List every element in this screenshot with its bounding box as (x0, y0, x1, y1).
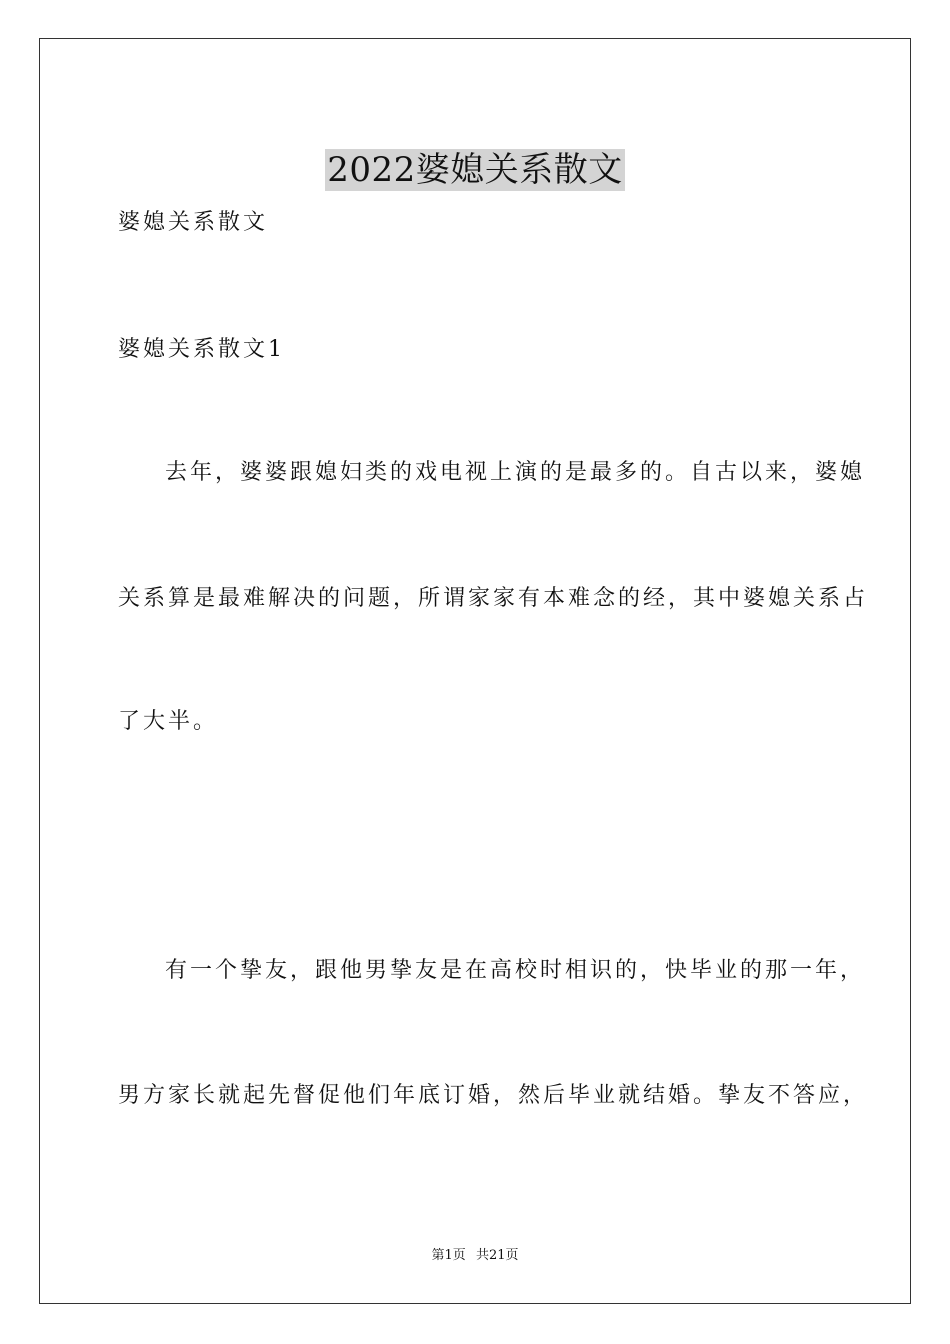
paragraph-2-line-2: 男方家长就起先督促他们年底订婚，然后毕业就结婚。挚友不答应， (118, 1083, 869, 1108)
paragraph-2-line-1: 有一个挚友，跟他男挚友是在高校时相识的，快毕业的那一年， (165, 958, 866, 983)
paragraph-1-line-1: 去年，婆婆跟媳妇类的戏电视上演的是最多的。自古以来，婆媳 (165, 460, 866, 485)
paragraph-1-line-3: 了大半。 (118, 709, 219, 734)
page-number: 第1页 (431, 1248, 466, 1263)
document-subtitle: 婆媳关系散文 (118, 210, 269, 235)
paragraph-1-line-2: 关系算是最难解决的问题，所谓家家有本难念的经，其中婆媳关系占 (118, 586, 869, 611)
total-pages: 共21页 (475, 1248, 519, 1263)
page-footer (0, 1247, 950, 1265)
document-title: 2022婆媳关系散文 (327, 149, 623, 190)
title-container (0, 126, 950, 214)
section-heading: 婆媳关系散文1 (118, 337, 285, 362)
